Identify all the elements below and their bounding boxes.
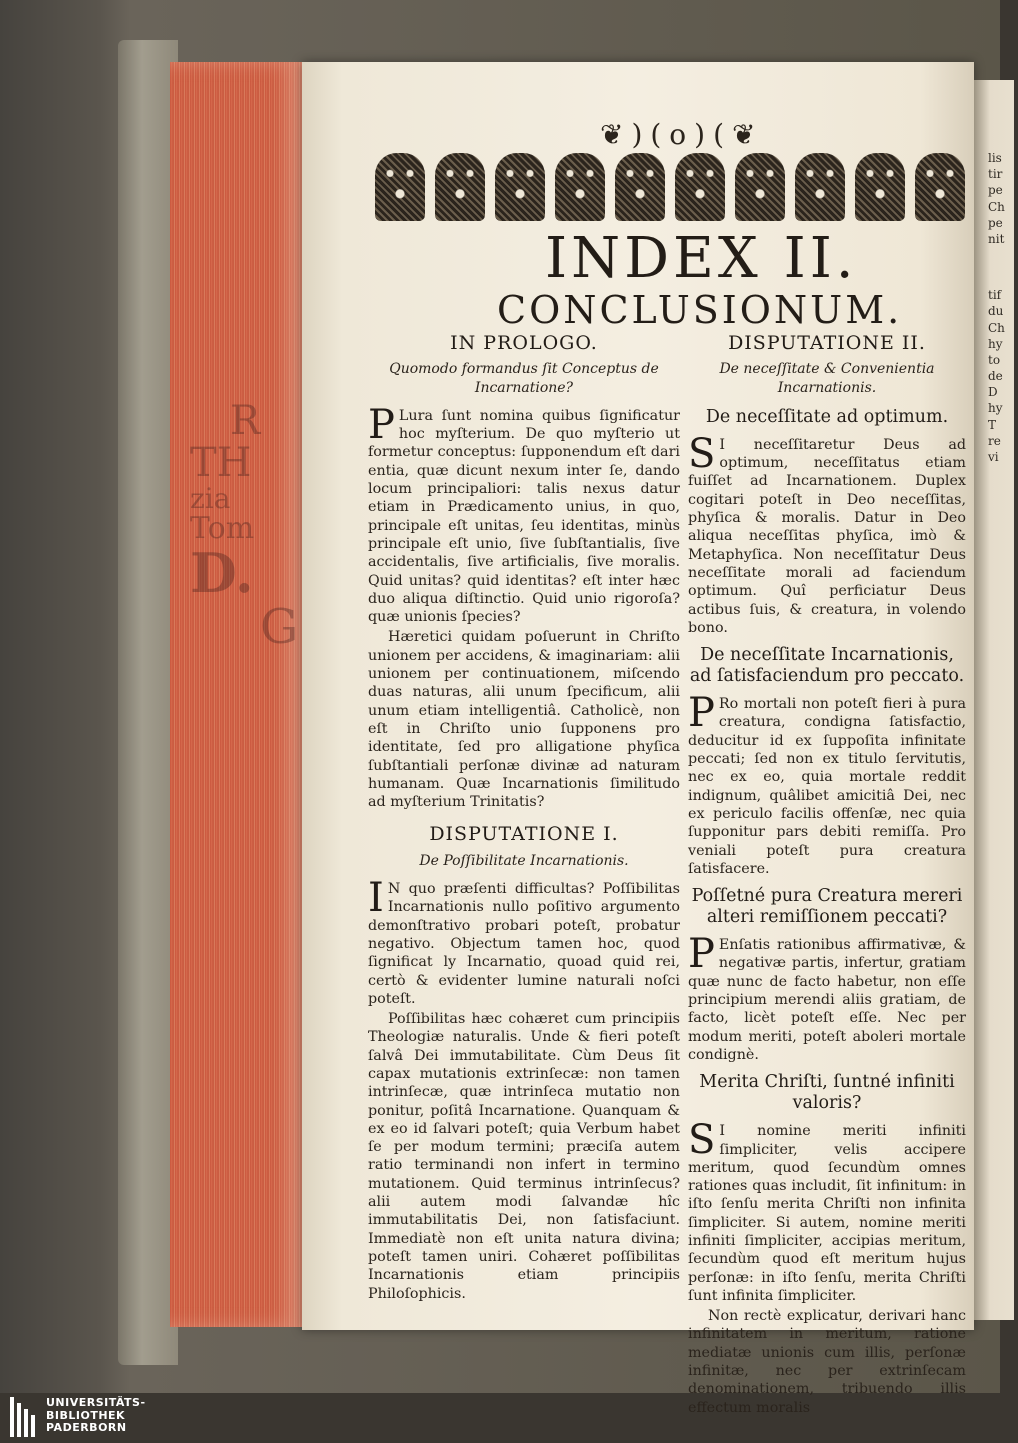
paragraph: Non rectè explicatur, derivari hanc infinitatem in meritum, ratione mediatæ unionis cum illis, perſonæ infinitæ, nec per extrinſecam denominationem, tribuendo illis effectum moralis	[688, 1308, 966, 1416]
ornament-tile	[615, 153, 665, 221]
book-cover-edge	[118, 40, 178, 1365]
fragment: lis	[988, 151, 1002, 165]
question-heading: De neceſſitate & Convenientia Incarnationis.	[719, 361, 935, 396]
ornament-tile	[375, 153, 425, 221]
paragraph	[368, 401, 680, 627]
paragraph: Hæretici quidam poſuerunt in Chriſto unionem per accidens, & imaginariam: alii unionem per continuationem, miſcendo duas naturas, alii unum ſpecificum, alii unum etiam intelligentiâ. Catholicè, non eſt in Chriſto unio ſupponens pro identitate, ſed pro alligatione phyſica ſubſtantiali perſonæ divinæ ad naturam humanam. Quæ Incarnationis ſimilitudo ad myſterium Trinitatis?	[368, 629, 680, 811]
ghost-line: D.	[190, 540, 254, 605]
fragment: vi	[988, 450, 999, 464]
fragment: pe	[988, 215, 1003, 230]
paragraph-text: N quo præſenti difficultas? Poſſibilitas Incarnationis nullo poſitivo argumento demonſtrativo probari poteſt, probatur negativo. Objectum tamen hoc, quod ſignificat ly Incarnatio, quoad quid rei, certò & evidenter lumine naturali noſci poteſt.	[368, 881, 680, 1007]
paragraph	[368, 875, 680, 1008]
fragment: du	[988, 304, 1004, 319]
ghost-line: G	[260, 598, 299, 655]
logo-line: BIBLIOTHEK	[46, 1408, 126, 1422]
topic-heading: Poſſetné pura Creatura mereri alteri remiſſionem peccati?	[691, 886, 963, 928]
top-ornament: ❦)(o)(❦	[600, 118, 764, 151]
logo-line: UNIVERSITÄTS-	[46, 1396, 146, 1409]
paragraph-text: Lura ſunt nomina quibus ſignificatur hoc myſterium. De quo myſterio ut formetur conceptus: ſupponendum eſt dari entia, quæ dicunt nexum inter ſe, dando locum principaliori: talis nexus datur etiam in Prædicamento unius, in quo, principale eſt unitas, ſeu identitas, minùs principale eſt unio, ſive ſubſtantialis, ſive accidentalis, ſive artificialis, ſive moralis. Quid unitas? quid identitas? eſt inter hæc duo aliqua diſtinctio. Quid unio rigoroſa? quæ unionis ſpecies?	[368, 407, 680, 626]
paragraph-text: I nomine meriti infiniti ſimpliciter, velis accipere meritum, quod ſecundùm omnes rationes quas includit, ſit infinitum: in iſto ſenſu merita Chriſti non infinita ſimpliciter. Si autem, nomine meriti infiniti ſimpliciter, accipias meritum, ſecundùm quod eſt meritum hujus perſonæ: in iſto ſenſu, merita Chriſti ſunt infinita ſimpliciter.	[688, 1123, 966, 1304]
section-heading: IN PROLOGO.	[450, 332, 598, 354]
fragment: Ch	[988, 320, 1005, 335]
ghost-line: zia	[190, 482, 231, 515]
paragraph-text: Enſatis rationibus affirmativæ, & negativæ partis, infertur, gratiam quæ nunc de facto habetur, non eſſe principium merendi aliis gratiam, de facto, licèt poteſt eſſe. Nec per modum meriti, poteſt aboleri mortale condignè.	[688, 937, 966, 1063]
fragment: pe	[988, 183, 1003, 198]
disputation-heading: DISPUTATIONE I.	[429, 823, 619, 846]
ornament-tile	[555, 153, 605, 221]
fragment: tif	[988, 288, 1002, 303]
left-column	[368, 332, 680, 1305]
drop-cap: S	[688, 1117, 716, 1164]
topic-heading: De neceſſitate Incarnationis, ad ſatisfaciendum pro peccato.	[689, 645, 965, 687]
fragment: re	[988, 433, 1001, 448]
fragment: hy	[988, 336, 1003, 351]
ornament-tile	[855, 153, 905, 221]
paragraph	[688, 430, 966, 637]
fragment: Ch	[988, 199, 1005, 214]
ornament-tile	[735, 153, 785, 221]
drop-cap: P	[368, 401, 395, 448]
edge-ghost-text	[190, 400, 310, 700]
next-page-fragments	[988, 150, 1018, 465]
logo-line: PADERBORN	[46, 1421, 127, 1434]
page-subtitle: CONCLUSIONUM.	[497, 288, 903, 332]
fragment: de	[988, 369, 1003, 384]
fragment: D	[988, 385, 998, 400]
disputation-subheading: De Poſſibilitate Incarnationis.	[419, 852, 629, 869]
right-column	[688, 332, 966, 1419]
page-title: INDEX II.	[545, 226, 858, 291]
topic-heading: Merita Chriſti, ſuntné infiniti valoris?	[699, 1072, 955, 1114]
ornament-tile	[435, 153, 485, 221]
section-heading: DISPUTATIONE II.	[728, 332, 926, 354]
paragraph	[688, 690, 966, 878]
drop-cap: S	[688, 430, 716, 477]
paragraph	[688, 1117, 966, 1305]
ornament-tile	[795, 153, 845, 221]
paragraph-text: I neceſſitaretur Deus ad optimum, neceſſitatus etiam fuiſſet ad Incarnationem. Duplex cogitari poteſt in Deo neceſſitas, phyſica & moralis. Datur in Deo aliqua neceſſitas phyſica, imò & Metaphyſica. Non neceſſitatur Deus neceſſitate morali ad faciendum optimum. Quî perficiatur Deus actibus ſuis, & creatura, in volendo bono.	[688, 436, 966, 636]
ornament-tile	[495, 153, 545, 221]
drop-cap: P	[688, 931, 715, 978]
paragraph: Poſſibilitas hæc cohæret cum principiis Theologiæ naturalis. Unde & fieri poteſt ſalvâ Dei immutabilitate. Cùm Deus ſit capax mutationis extrinſecæ: non tamen intrinſecæ, quæ intrinſeca mutatio non ponitur, poſitâ Incarnatione. Quanquam & ex eo id ſalvari poteſt; quia Verbum habet ſe per modum termini; præciſa autem ratio terminandi non infert in termino mutationem. Quid terminus intrinſecus? alii autem modi ſalvandæ hîc immutabilitatis Dei, non ſatisfaciunt. Immediatè non eſt unita natura divina; poteſt tamen uniri. Cohæret poſſibilitas Incarnationis etiam principiis Philoſophicis.	[368, 1011, 680, 1302]
paragraph	[688, 931, 966, 1064]
ornament-tile	[915, 153, 965, 221]
ornament-band	[375, 153, 965, 225]
ghost-line: TH	[190, 440, 252, 486]
question-heading: Quomodo formandus ſit Conceptus de Incarnatione?	[389, 361, 659, 396]
fragment: hy	[988, 401, 1003, 416]
fragment: tir	[988, 167, 1003, 182]
ghost-line: R	[230, 398, 261, 444]
paragraph-text: Ro mortali non poteſt fieri à pura creatura, condigna ſatisfactio, deducitur id ex ſuppoſita infinitate peccati; ſed non ex titulo ſervitutis, nec ex eo, quia mortale reddit indignum, quâlibet amicitiâ Dei, nec ex periculo facilis offenſæ, nec quia ſupponitur pars debiti remiſſa. Pro veniali poteſt pura creatura ſatisfacere.	[688, 696, 966, 877]
drop-cap: I	[368, 875, 384, 922]
library-logo	[10, 1397, 146, 1437]
fragment: nit	[988, 231, 1005, 246]
fragment: T	[988, 417, 997, 432]
library-name	[46, 1397, 146, 1435]
ghost-line: Tom	[190, 511, 255, 547]
fragment: to	[988, 352, 1001, 367]
ornament-tile	[675, 153, 725, 221]
topic-heading: De neceſſitate ad optimum.	[705, 406, 949, 427]
library-mark-icon	[10, 1397, 38, 1437]
drop-cap: P	[688, 690, 715, 737]
